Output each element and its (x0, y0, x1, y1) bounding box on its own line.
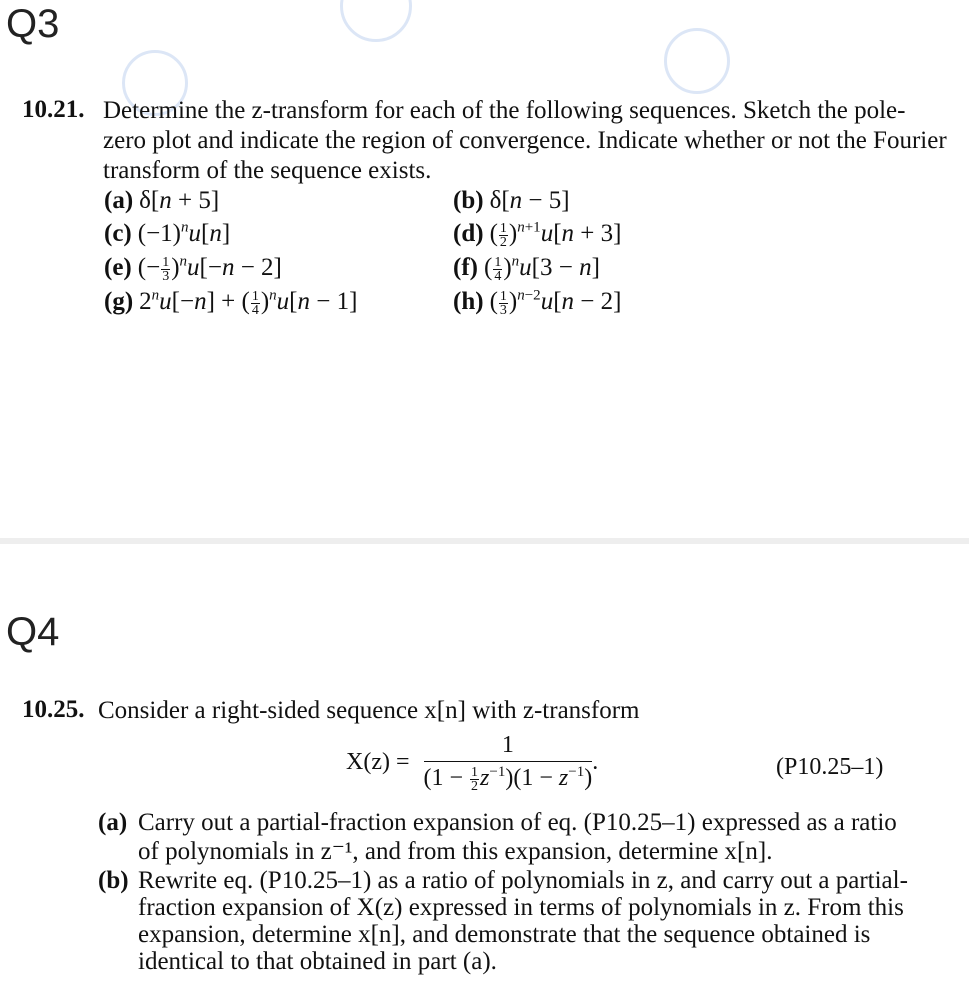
q4-part-b-line2: fraction expansion of X(z) expressed in terms of polynomials in z. From this (138, 894, 904, 921)
q3-item-d-letter: (d) (453, 220, 484, 247)
q3-label: Q3 (6, 2, 60, 46)
decorative-circle-top (340, 0, 412, 42)
q3-intro-line1: Determine the z-transform for each of the following sequences. Sketch the pole- (103, 97, 906, 124)
q4-part-b-line4: identical to that obtained in part (a). (138, 948, 497, 975)
q4-part-a-line1: Carry out a partial-fraction expansion of eq. (P10.25–1) expressed as a ratio (138, 809, 897, 836)
q3-item-f-letter: (f) (453, 254, 478, 281)
q3-item-f: (f) ( $\frac{1}{4}$ )$^n$u[3 − n] (453, 253, 600, 284)
q3-item-c-letter: (c) (104, 220, 132, 247)
q3-intro-line2: zero plot and indicate the region of convergence. Indicate whether or not the Fourier (103, 127, 947, 154)
q3-item-b-letter: (b) (453, 187, 484, 214)
q3-problem-number: 10.21. (22, 96, 85, 123)
q4-label: Q4 (6, 610, 60, 654)
q4-intro: Consider a right-sided sequence x[n] with z-transform (98, 697, 640, 724)
section-divider (0, 538, 969, 544)
q3-item-e: (e) (− $\frac{1}{3}$ )$^n$u[−n − 2] (104, 253, 282, 284)
q4-problem-number: 10.25. (22, 696, 85, 723)
q3-item-e-letter: (e) (104, 254, 132, 281)
q4-part-a-line2: of polynomials in z⁻¹, and from this expansion, determine x[n]. (138, 838, 773, 865)
q4-part-b-line3: expansion, determine x[n], and demonstrate that the sequence obtained is (138, 921, 871, 948)
q3-item-h-letter: (h) (453, 288, 484, 315)
q4-part-b-letter: (b) (98, 867, 129, 894)
decorative-circle-right (664, 28, 730, 94)
q3-item-d: (d) ( $\frac{1}{2}$ )$^{n+1}$u[n + 3] (453, 219, 622, 250)
q4-equation: X(z) = 1 (1 − $\frac{1}{2}$ $z^{-1})(1 - z^{-1})$ . (346, 732, 599, 794)
q3-intro-line3: transform of the sequence exists. (103, 157, 432, 184)
q3-item-a: (a) δ[n + 5] (104, 187, 220, 214)
q3-item-h: (h) ( $\frac{1}{3}$ )$^{n-2}$u[n − 2] (453, 287, 622, 318)
q3-item-c: (c) $(-1)^nu[n]$ (104, 219, 231, 247)
q3-item-g-letter: (g) (104, 288, 134, 315)
q4-part-b-line1: Rewrite eq. (P10.25–1) as a ratio of polynomials in z, and carry out a partial- (138, 867, 908, 894)
q3-item-b: (b) δ[n − 5] (453, 187, 570, 214)
q4-equation-tag: (P10.25–1) (776, 754, 884, 780)
q3-item-a-letter: (a) (104, 187, 134, 214)
q4-equation-lhs: X(z) = (346, 749, 410, 775)
q4-equation-fraction: 1 (1 − $\frac{1}{2}$ $z^{-1})(1 - z^{-1})$ (423, 732, 593, 794)
q3-item-g: (g) $2^nu[-n]$ + ( $\frac{1}{4}$ )$^n$u[n − 1] (104, 287, 358, 318)
q4-part-a-letter: (a) (98, 809, 128, 836)
